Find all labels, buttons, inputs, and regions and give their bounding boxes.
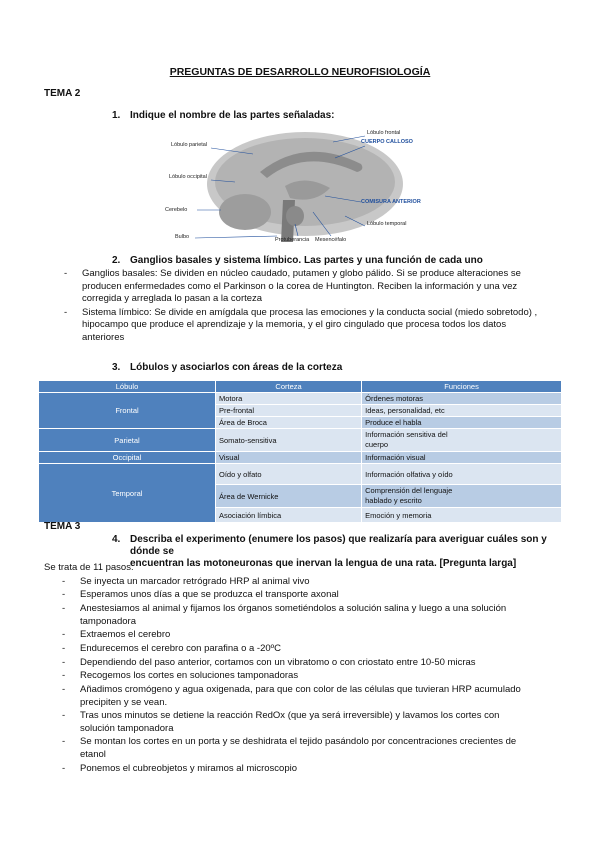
question-2-text: Ganglios basales y sistema límbico. Las partes y una función de cada uno [130, 255, 483, 266]
question-2-number: 2. [112, 255, 121, 266]
function-cell: Órdenes motoras [362, 393, 562, 405]
list-item-step [44, 603, 564, 628]
step-line: solución tamponadora [80, 722, 174, 734]
answer-line: corregida y arreglada lo pasan a la corteza [82, 293, 263, 304]
bullet-dash: - [62, 670, 66, 682]
table-row [39, 393, 562, 405]
list-item-step [44, 576, 564, 589]
step-line: etanol [80, 748, 106, 760]
bullet-dash: - [62, 603, 66, 615]
question-4-line: Describa el experimento (enumere los pasos) que realizaría para averiguar cuáles son y dónde se [130, 534, 547, 557]
bullet-dash: - [62, 710, 66, 722]
table-row [39, 452, 562, 464]
step-line: Tras unos minutos se detiene la reacción RedOx (que ya será irreversible) y lavamos los cortes con [80, 710, 500, 722]
cortex-cell: Motora [216, 393, 362, 405]
step-line: precipiten y se vean. [80, 696, 168, 708]
label-cuerpo-calloso: CUERPO CALLOSO [361, 139, 413, 145]
bullet-dash: - [62, 762, 66, 774]
section-heading-tema-2: TEMA 2 [44, 88, 81, 99]
question-3-number: 3. [112, 362, 121, 373]
question-4-number: 4. [112, 534, 121, 545]
steps-list [44, 576, 564, 775]
bullet-dash: - [62, 575, 66, 587]
list-item-step [44, 684, 564, 709]
bullet-dash: - [62, 642, 66, 654]
answer-line: Sistema límbico: Se divide en amígdala que procesa las emociones y la conducta social (miedo sobretodo) , [82, 306, 538, 318]
step-line: tamponadora [80, 615, 136, 627]
step-line: Añadimos cromógeno y agua oxigenada, para que con color de las células que tuvieran HRP acumulado [80, 684, 521, 695]
lobe-cell-occipital: Occipital [39, 452, 216, 464]
label-lobulo-occipital: Lóbulo occipital [169, 174, 207, 180]
label-comisura-anterior: COMISURA ANTERIOR [361, 199, 421, 205]
cerebellum-shape [219, 194, 271, 230]
bullet-dash: - [62, 589, 66, 601]
pons-shape [286, 206, 304, 226]
bullet-dash: - [62, 656, 66, 668]
cortex-cell: Somato-sensitiva [216, 429, 362, 452]
question-4-line: encuentran las motoneuronas que inervan la lengua de una rata. [Pregunta larga] [130, 558, 517, 569]
function-cell: Produce el habla [362, 417, 562, 429]
step-line: Esperamos unos días a que se produzca el transporte axonal [80, 589, 339, 601]
cortex-cell: Área de Broca [216, 417, 362, 429]
function-cell: Ideas, personalidad, etc [362, 405, 562, 417]
list-item-step [44, 670, 564, 683]
column-header-lobulo: Lóbulo [39, 381, 216, 393]
question-3-text: Lóbulos y asociarlos con áreas de la corteza [130, 362, 343, 373]
cortex-cell: Visual [216, 452, 362, 464]
function-cell: Información visual [362, 452, 562, 464]
step-line: Ponemos el cubreobjetos y miramos al microscopio [80, 762, 298, 774]
cortex-cell: Área de Wernicke [216, 485, 362, 508]
function-line: cuerpo [365, 440, 389, 449]
function-cell [362, 485, 562, 508]
lobe-cell-frontal: Frontal [39, 393, 216, 429]
list-item-step [44, 710, 564, 735]
label-protuberancia: Protuberancia [275, 237, 310, 243]
label-lobulo-frontal: Lóbulo frontal [367, 130, 401, 136]
list-item-step [44, 657, 564, 670]
list-item-step [44, 736, 564, 761]
steps-intro: Se trata de 11 pasos: [44, 562, 134, 573]
step-line: Extraemos el cerebro [80, 629, 171, 641]
table-header-row [39, 381, 562, 393]
function-cell [362, 429, 562, 452]
list-item-step [44, 643, 564, 656]
step-line: Anestesiamos al animal y fijamos los órganos sometiéndolos a solución salina y luego a una solución [80, 603, 507, 615]
bullet-dash: - [62, 629, 66, 641]
list-item-ganglios-basales [64, 268, 564, 306]
lobe-cell-parietal: Parietal [39, 429, 216, 452]
function-cell: Información olfativa y oído [362, 464, 562, 485]
label-mesencefalo: Mesencéfalo [315, 237, 347, 243]
list-item-sistema-limbico [64, 307, 564, 345]
bullet-dash: - [64, 306, 68, 318]
step-line: Se inyecta un marcador retrógrado HRP al animal vivo [80, 575, 310, 587]
function-cell: Emoción y memoria [362, 508, 562, 523]
function-line: hablado y escrito [365, 496, 422, 505]
answer-line: anteriores [82, 331, 125, 343]
steps-section [44, 562, 564, 775]
label-cerebelo: Cerebelo [165, 207, 188, 213]
function-line: Información sensitiva del [365, 430, 448, 439]
page-title: PREGUNTAS DE DESARROLLO NEUROFISIOLOGÍA [169, 66, 431, 78]
function-line: Comprensión del lenguaje [365, 486, 453, 495]
label-lobulo-temporal: Lóbulo temporal [367, 221, 407, 227]
bullet-dash: - [64, 268, 68, 279]
brain-sagittal-figure [165, 124, 435, 246]
step-line: Endurecemos el cerebro con parafina o a -20ºC [80, 642, 281, 654]
step-line: Se montan los cortes en un porta y se deshidrata el tejido pasándolo por concentraciones crecientes de [80, 736, 517, 748]
answer-line: Ganglios basales: Se dividen en núcleo caudado, putamen y globo pálido. Si se produce alteraciones se [82, 268, 521, 279]
table-row [39, 464, 562, 485]
list-item-step [44, 763, 564, 776]
question-1-text: Indique el nombre de las partes señaladas: [130, 110, 335, 121]
question-1-number: 1. [112, 110, 121, 121]
question-2-answer [64, 268, 564, 344]
step-line: Recogemos los cortes en soluciones tamponadoras [80, 670, 299, 682]
label-bulbo: Bulbo [175, 234, 190, 240]
cortex-cell: Oído y olfato [216, 464, 362, 485]
lobe-cell-temporal: Temporal [39, 464, 216, 523]
list-item-step [44, 589, 564, 602]
answer-line: producen enfermedades como el Parkinson o la corea de Huntington. Reciben la información y una vez [82, 280, 518, 292]
bullet-dash: - [62, 684, 66, 695]
column-header-corteza: Corteza [216, 381, 362, 393]
list-item-step [44, 629, 564, 642]
answer-line: hipocampo que produce el aprendizaje y la memoria, y el giro cingulado que procesa todos los datos [82, 319, 507, 330]
cortex-cell: Asociación límbica [216, 508, 362, 523]
cortex-cell: Pre-frontal [216, 405, 362, 417]
section-heading-tema-3: TEMA 3 [44, 521, 81, 532]
label-lobulo-parietal: Lóbulo parietal [171, 142, 208, 148]
table-row [39, 429, 562, 452]
lobes-table [38, 380, 562, 523]
column-header-funciones: Funciones [362, 381, 562, 393]
step-line: Dependiendo del paso anterior, cortamos con un vibratomo o con criostato entre 10-50 micras [80, 656, 476, 668]
bullet-dash: - [62, 736, 66, 748]
